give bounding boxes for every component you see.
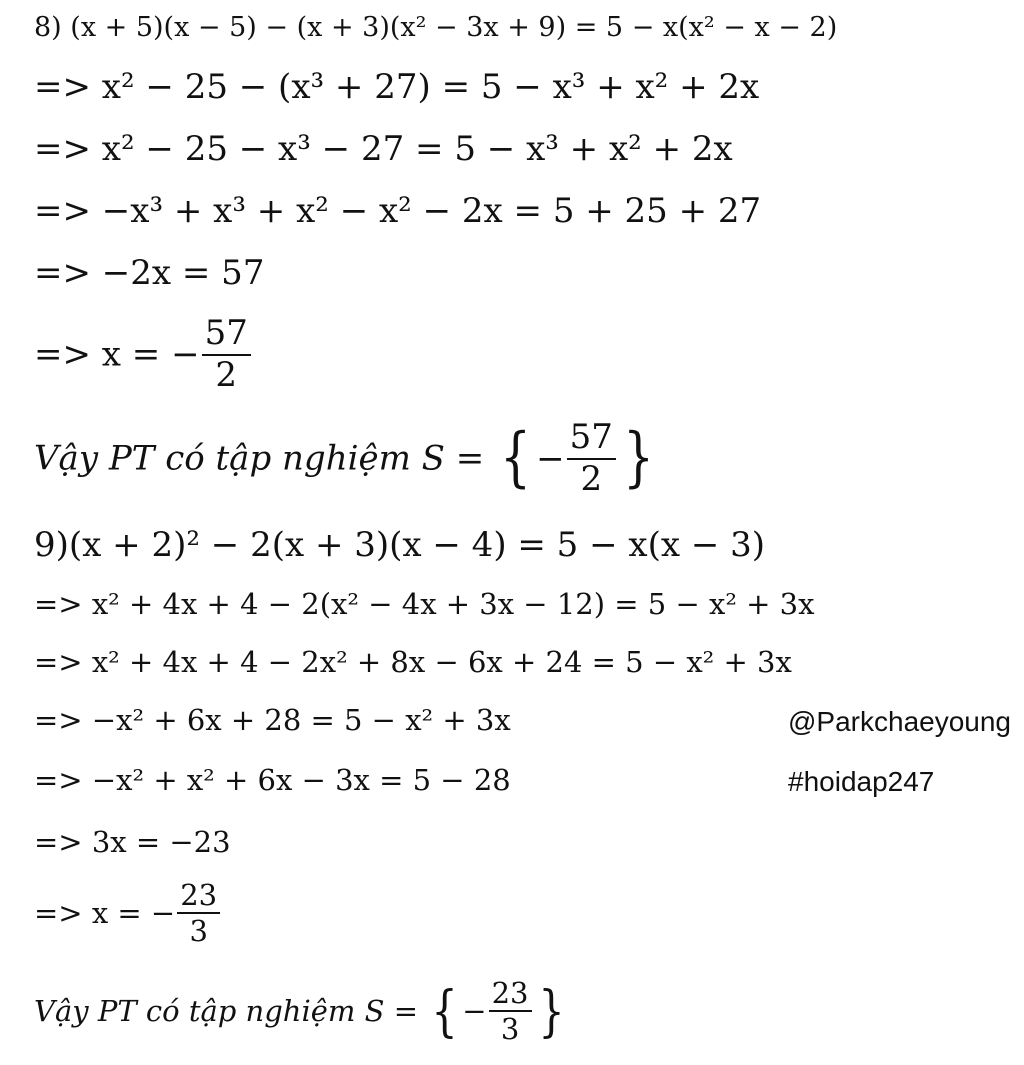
problem9-solution-set: [34, 978, 569, 1045]
problem8-solution-denominator: 2: [580, 458, 603, 499]
author-tag: @Parkchaeyoung: [788, 706, 1012, 737]
problem8-statement: 8) (x + 5)(x − 5) − (x + 3)(x² − 3x + 9) = 5 − x(x² − x − 2): [34, 12, 838, 43]
problem9-solution-numerator: 23: [489, 978, 532, 1012]
problem8-step-1: => x² − 25 − (x³ + 27) = 5 − x³ + x² + 2x: [34, 67, 760, 107]
problem9-result-fraction: [177, 880, 220, 947]
left-brace-icon: {: [500, 420, 532, 496]
problem9-result-denominator: 3: [189, 914, 208, 949]
right-brace-icon: }: [623, 420, 654, 496]
left-brace-icon: {: [431, 978, 458, 1043]
problem8-solution-fraction: [567, 417, 616, 499]
problem9-statement: 9)(x + 2)² − 2(x + 3)(x − 4) = 5 − x(x − 3): [34, 525, 766, 565]
problem9-solution-text: Vậy PT có tập nghiệm S =: [34, 993, 419, 1028]
problem8-solution-text: Vậy PT có tập nghiệm S =: [34, 438, 485, 479]
problem8-solution-sign: −: [536, 438, 565, 479]
problem8-step-2: => x² − 25 − x³ − 27 = 5 − x³ + x² + 2x: [34, 129, 733, 169]
problem9-step-2: => x² + 4x + 4 − 2x² + 8x − 6x + 24 = 5 − x² + 3x: [34, 645, 792, 679]
problem8-result-prefix: => x = −: [34, 334, 200, 375]
problem9-solution-fraction: [489, 978, 532, 1045]
problem8-solution-numerator: 57: [567, 420, 616, 460]
problem8-result-fraction: [202, 313, 251, 395]
problem9-step-4: => −x² + x² + 6x − 3x = 5 − 28: [34, 763, 511, 797]
problem8-result: [34, 313, 253, 395]
problem8-result-numerator: 57: [202, 316, 251, 356]
problem8-solution-set: [34, 417, 659, 499]
hashtag-tag: #hoidap247: [788, 766, 935, 797]
right-brace-icon: }: [537, 978, 565, 1043]
problem9-solution-braces: [427, 978, 568, 1045]
problem8-result-denominator: 2: [215, 354, 238, 395]
problem9-step-5: => 3x = −23: [34, 825, 231, 859]
problem9-result-numerator: 23: [177, 880, 220, 914]
problem8-step-4: => −2x = 57: [34, 253, 265, 293]
problem9-step-3: => −x² + 6x + 28 = 5 − x² + 3x: [34, 703, 511, 737]
problem8-step-3: => −x³ + x³ + x² − x² − 2x = 5 + 25 + 27: [34, 191, 762, 231]
problem9-solution-denominator: 3: [500, 1012, 520, 1047]
problem8-solution-braces: [495, 417, 659, 499]
problem9-result-prefix: => x = −: [34, 895, 176, 930]
problem9-solution-sign: −: [462, 993, 487, 1028]
problem9-step-1: => x² + 4x + 4 − 2(x² − 4x + 3x − 12) = 5 − x² + 3x: [34, 587, 815, 621]
problem9-result: [34, 880, 222, 947]
